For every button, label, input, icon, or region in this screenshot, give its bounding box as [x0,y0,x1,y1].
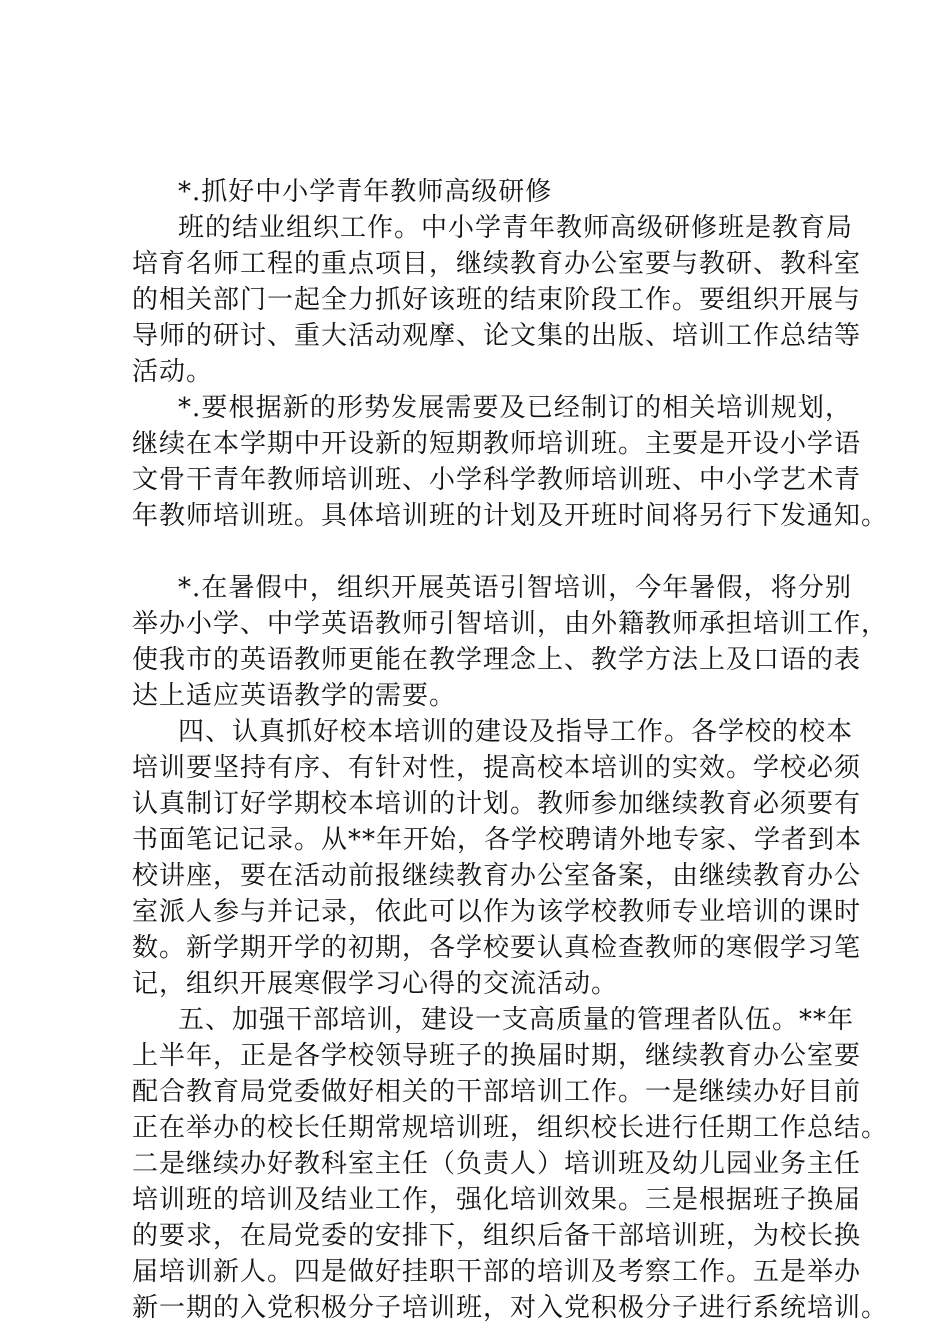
text-line: 培训要坚持有序、有针对性，提高校本培训的实效。学校必须 [132,753,862,783]
text-line: 导师的研讨、重大活动观摩、论文集的出版、培训工作总结等 [132,321,862,351]
text-line: 认真制订好学期校本培训的计划。教师参加继续教育必须要有 [132,789,862,819]
text-line: 书面笔记记录。从**年开始，各学校聘请外地专家、学者到本 [132,825,863,855]
text-line: 文骨干青年教师培训班、小学科学教师培训班、中小学艺术青 [132,465,862,495]
text-line: 班的结业组织工作。中小学青年教师高级研修班是教育局 [178,213,854,243]
text-line: 记，组织开展寒假学习心得的交流活动。 [132,969,619,999]
text-line: 的相关部门一起全力抓好该班的结束阶段工作。要组织开展与 [132,285,862,315]
text-line: 继续在本学期中开设新的短期教师培训班。主要是开设小学语 [132,429,862,459]
text-line: *.抓好中小学青年教师高级研修 [178,177,553,207]
text-line: 数。新学期开学的初期，各学校要认真检查教师的寒假学习笔 [132,933,862,963]
text-line: 达上适应英语教学的需要。 [132,681,457,711]
text-line: 届培训新人。四是做好挂职干部的培训及考察工作。五是举办 [132,1257,862,1287]
text-line: 活动。 [132,357,214,387]
text-line: 使我市的英语教师更能在教学理念上、教学方法上及口语的表 [132,645,862,675]
text-line: 培训班的培训及结业工作，强化培训效果。三是根据班子换届 [132,1185,862,1215]
text-line: 校讲座，要在活动前报继续教育办公室备案，由继续教育办公 [132,861,862,891]
text-line: 配合教育局党委做好相关的干部培训工作。一是继续办好目前 [132,1077,862,1107]
text-line: 培育名师工程的重点项目，继续教育办公室要与教研、教科室 [132,249,862,279]
text-line: 室派人参与并记录，依此可以作为该学校教师专业培训的课时 [132,897,862,927]
text-line: 举办小学、中学英语教师引智培训，由外籍教师承担培训工作， [132,609,889,639]
text-line: 二是继续办好教科室主任（负责人）培训班及幼儿园业务主任 [132,1149,862,1179]
text-line: 四、认真抓好校本培训的建设及指导工作。各学校的校本 [178,717,854,747]
text-line: 五、加强干部培训，建设一支高质量的管理者队伍。**年 [178,1005,855,1035]
text-line: 新一期的入党积极分子培训班，对入党积极分子进行系统培训。 [132,1293,889,1323]
text-line: *.要根据新的形势发展需要及已经制订的相关培训规划， [178,393,852,423]
text-line: 的要求，在局党委的安排下，组织后备干部培训班，为校长换 [132,1221,862,1251]
text-line: 上半年，正是各学校领导班子的换届时期，继续教育办公室要 [132,1041,862,1071]
text-line: 年教师培训班。具体培训班的计划及开班时间将另行下发通知。 [132,501,889,531]
text-line: *.在暑假中，组织开展英语引智培训，今年暑假，将分别 [178,573,852,603]
text-line: 正在举办的校长任期常规培训班，组织校长进行任期工作总结。 [132,1113,889,1143]
